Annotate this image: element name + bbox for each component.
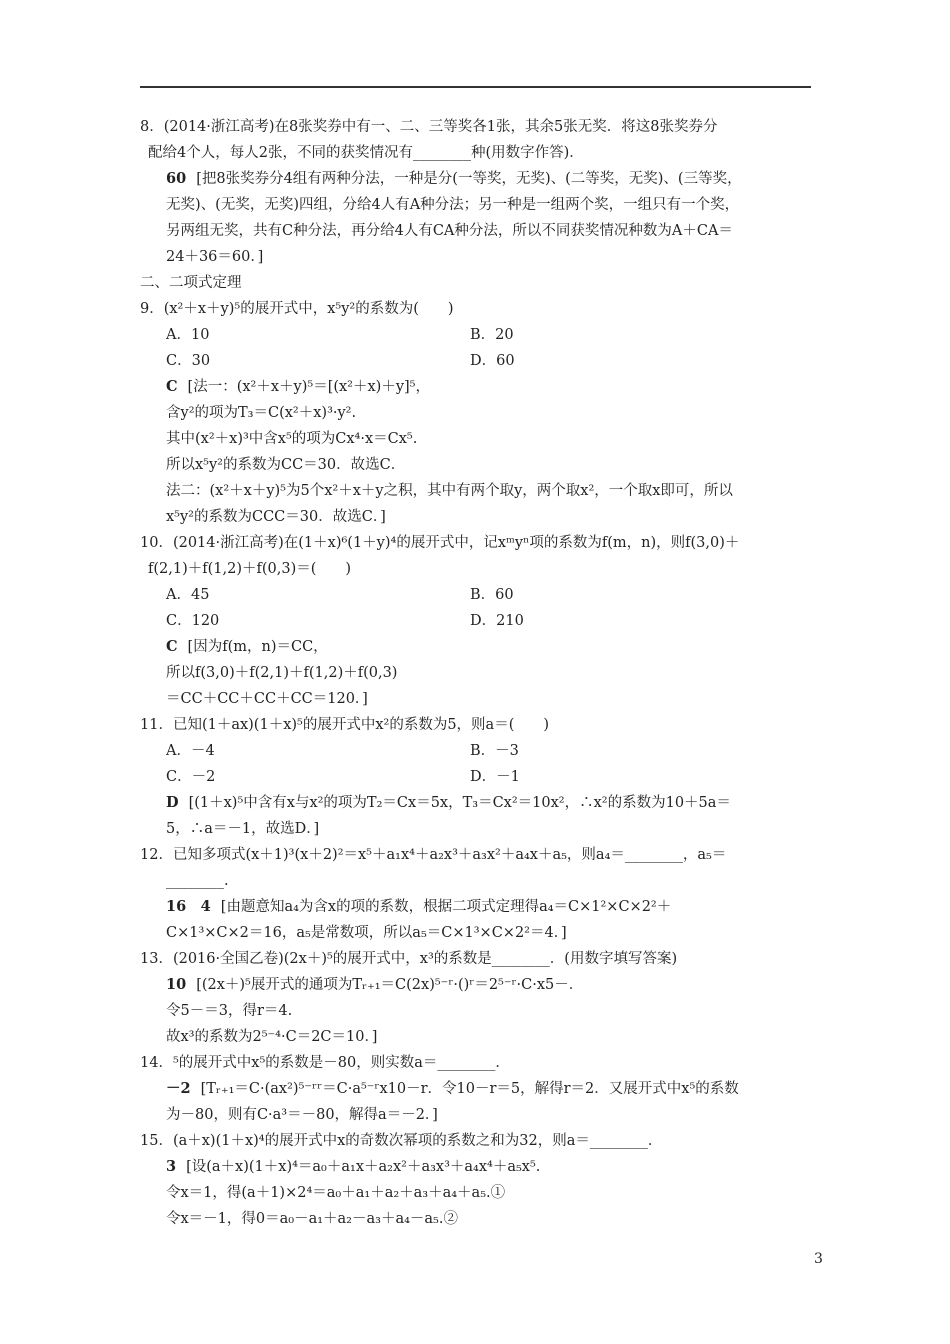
answer-label: C (166, 638, 178, 655)
text-line: C×1³×C×2＝16，a₅是常数项，所以a₅＝C×1³×C×2²＝4．] (166, 925, 567, 941)
text-line: 令x＝1，得(a＋1)×2⁴＝a₀＋a₁＋a₂＋a₃＋a₄＋a₅.① (166, 1185, 506, 1201)
text-line: f(2,1)＋f(1,2)＋f(0,3)＝( ) (148, 561, 352, 577)
text-line: 配给4个人，每人2张，不同的获奖情况有________种(用数字作答)． (148, 145, 584, 161)
text-line: 法二：(x²＋x＋y)⁵为5个x²＋x＋y之积，其中有两个取y，两个取x²，一个取x即可，所以 (166, 483, 733, 499)
text-line: 10．(2014·浙江高考)在(1＋x)⁶(1＋y)⁴的展开式中，记xᵐyⁿ项的系数为f(m，n)，则f(3,0)＋ (140, 535, 740, 551)
answer-text: [(2x＋)⁵展开式的通项为Tᵣ₊₁＝C(2x)⁵⁻ʳ·()ʳ＝2⁵⁻ʳ·C·x5－． (196, 977, 584, 993)
answer-label: 10 (166, 976, 187, 993)
text-line: 15．(a＋x)(1＋x)⁴的展开式中x的奇数次幂项的系数之和为32，则a＝________． (140, 1133, 663, 1149)
text-line: 为－80，则有C·a³＝－80，解得a＝－2．] (166, 1107, 438, 1123)
text-line: 令5－＝3，得r＝4. (166, 1003, 293, 1019)
option: A．45 (166, 587, 210, 603)
answer-line (166, 975, 583, 995)
option: D．－1 (470, 769, 520, 785)
answer-text: [由题意知a₄为含x的项的系数，根据二项式定理得a₄＝C×1²×C×2²＋ (220, 899, 672, 915)
text-line: ________. (166, 873, 229, 889)
text-line: 8．(2014·浙江高考)在8张奖券中有一、二、三等奖各1张，其余5张无奖．将这8张奖券分 (140, 119, 718, 135)
answer-text: [(1＋x)⁵中含有x与x²的项为T₂＝Cx＝5x，T₃＝Cx²＝10x²，∴x²的系数为10＋5a＝ (188, 795, 731, 811)
text-line: 其中(x²＋x)³中含x⁵的项为Cx⁴·x＝Cx⁵. (166, 431, 418, 447)
answer-text: [Tᵣ₊₁＝C·(ax²)⁵⁻ʳʳ＝C·a⁵⁻ʳx10－r．令10－r＝5，解得r＝2．又展开式中x⁵的系数 (200, 1081, 739, 1097)
answer-label: 16 4 (166, 898, 211, 915)
answer-line (166, 169, 742, 189)
text-line: ＝CC＋CC＋CC＋CC＝120．] (166, 691, 368, 707)
option: B．－3 (470, 743, 519, 759)
text-line: 14．⁵的展开式中x⁵的系数是－80，则实数a＝________． (140, 1055, 510, 1071)
option: D．210 (470, 613, 524, 629)
text-line: 5，∴a＝－1，故选D．] (166, 821, 320, 837)
text-line: 24＋36＝60．] (166, 249, 264, 265)
option: D．60 (470, 353, 515, 369)
text-line: 令x＝－1，得0＝a₀－a₁＋a₂－a₃＋a₄－a₅.② (166, 1211, 458, 1227)
answer-label: C (166, 378, 178, 395)
answer-line (166, 793, 731, 813)
text-line: 所以x⁵y²的系数为CC＝30．故选C． (166, 457, 406, 473)
answer-label: 60 (166, 170, 187, 187)
answer-line (166, 1157, 540, 1177)
text-line: 13．(2016·全国乙卷)(2x＋)⁵的展开式中，x³的系数是________．(用数字填写答案) (140, 951, 678, 967)
answer-line (166, 897, 671, 917)
option: A．10 (166, 327, 210, 343)
header-rule (140, 86, 811, 88)
option: C．120 (166, 613, 220, 629)
text-line: 9．(x²＋x＋y)⁵的展开式中，x⁵y²的系数为( ) (140, 301, 454, 317)
text-line: 无奖)、(无奖，无奖)四组，分给4人有A种分法；另一种是一组两个奖，一组只有一个奖， (166, 197, 740, 213)
text-line: 另两组无奖，共有C种分法，再分给4人有CA种分法，所以不同获奖情况种数为A＋CA＝ (166, 223, 733, 239)
option: B．60 (470, 587, 514, 603)
answer-line (166, 377, 430, 397)
section-heading: 二、二项式定理 (140, 275, 242, 291)
option: A．－4 (166, 743, 215, 759)
answer-label: D (166, 794, 179, 811)
text-line: 故x³的系数为2⁵⁻⁴·C＝2C＝10．] (166, 1029, 378, 1045)
answer-text: [把8张奖券分4组有两种分法，一种是分(一等奖，无奖)、(二等奖，无奖)、(三等奖， (196, 171, 742, 187)
text-line: 11．已知(1＋ax)(1＋x)⁵的展开式中x²的系数为5，则a＝( ) (140, 717, 550, 733)
option: C．－2 (166, 769, 216, 785)
answer-text: [法一：(x²＋x＋y)⁵＝[(x²＋x)＋y]⁵， (187, 379, 430, 395)
text-line: 含y²的项为T₃＝C(x²＋x)³·y². (166, 405, 357, 421)
answer-text: [因为f(m，n)＝CC， (187, 639, 328, 655)
text-line: 所以f(3,0)＋f(2,1)＋f(1,2)＋f(0,3) (166, 665, 398, 681)
answer-text: [设(a＋x)(1＋x)⁴＝a₀＋a₁x＋a₂x²＋a₃x³＋a₄x⁴＋a₅x⁵. (186, 1159, 541, 1175)
answer-label: 3 (166, 1158, 177, 1175)
text-line: 12．已知多项式(x＋1)³(x＋2)²＝x⁵＋a₁x⁴＋a₂x³＋a₃x²＋a₄x＋a₅，则a₄＝________，a₅＝ (140, 847, 727, 863)
answer-label: －2 (166, 1080, 191, 1097)
option: C．30 (166, 353, 211, 369)
answer-line (166, 1079, 739, 1099)
answer-line (166, 637, 328, 657)
option: B．20 (470, 327, 514, 343)
text-line: x⁵y²的系数为CCC＝30．故选C．] (166, 509, 386, 525)
page-number: 3 (814, 1251, 823, 1267)
